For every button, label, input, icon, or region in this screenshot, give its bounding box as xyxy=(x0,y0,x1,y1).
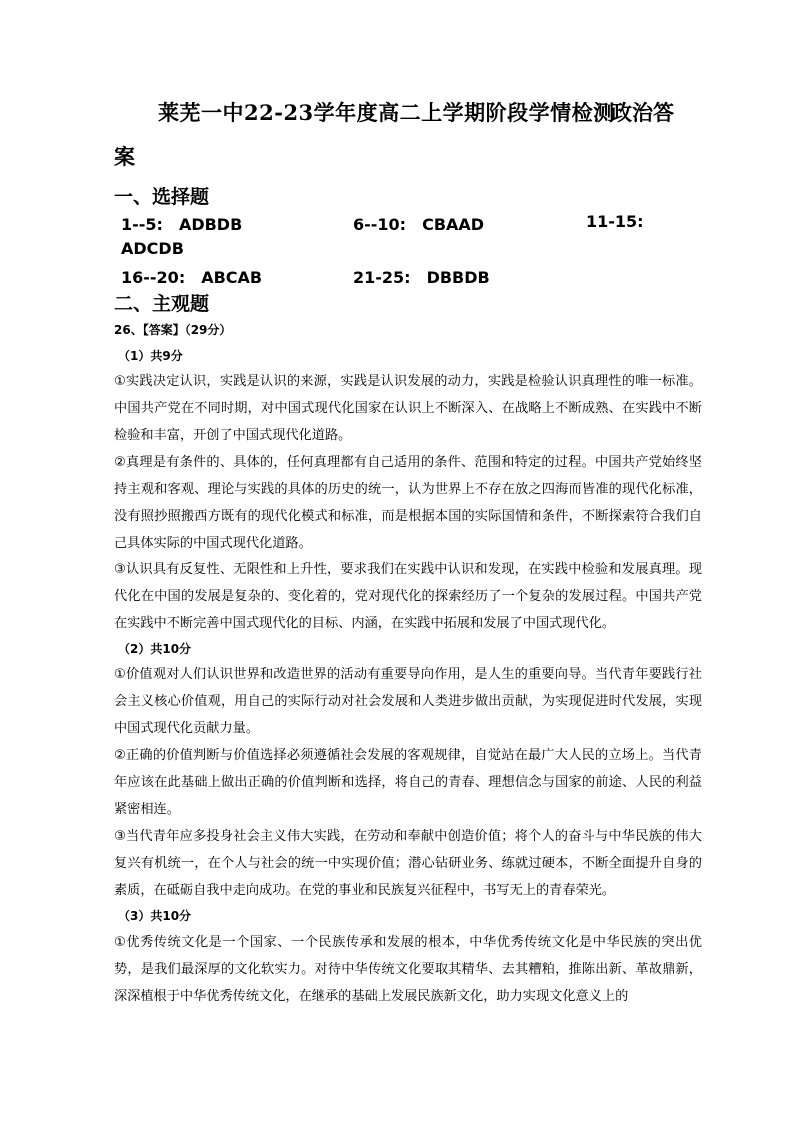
answers-16-20: 16--20: ABCAB xyxy=(121,268,263,287)
answers-1-5: 1--5: ADBDB xyxy=(121,215,243,234)
answers-6-10: 6--10: CBAAD xyxy=(353,215,485,234)
part-1-heading: （1）共9分 xyxy=(118,349,183,363)
part-1-point-2: ②真理是有条件的、具体的，任何真理都有自己适用的条件、范围和特定的过程。中国共产党始终坚持主观和客观、理论与实践的具体的历史的统一，认为世界上不存在放之四海而皆准的现代化标准，没有照抄照搬西方既有的现代化模式和标准，而是根据本国的实际国情和条件，不断探索符合我们自己具体实际的中国式现代化道路。 xyxy=(114,455,702,551)
document-title-continuation: 案 xyxy=(114,144,135,169)
document-title: 莱芜一中22-23学年度高二上学期阶段学情检测 xyxy=(158,100,615,125)
section-subjective-heading: 二、主观题 xyxy=(114,293,210,315)
part-2-point-3: ③当代青年应多投身社会主义伟大实践，在劳动和奉献中创造价值；将个人的奋斗与中华民族的伟大复兴有机统一，在个人与社会的统一中实现价值；潜心钻研业务、练就过硬本，不断全面提升自身的素质，在砥砺自我中走向成功。在党的事业和民族复兴征程中，书写无上的青春荣光。 xyxy=(114,829,702,898)
answers-21-25: 21-25: DBBDB xyxy=(353,268,490,287)
question-26-heading: 26、【答案】（29分） xyxy=(114,323,232,337)
part-1-point-1: ①实践决定认识，实践是认识的来源，实践是认识发展的动力，实践是检验认识真理性的唯一标准。中国共产党在不同时期，对中国式现代化国家在认识上不断深入、在战略上不断成熟、在实践中不断检验和丰富，开创了中国式现代化道路。 xyxy=(114,374,702,443)
part-3-heading: （3）共10分 xyxy=(118,909,192,923)
part-1-point-3: ③认识具有反复性、无限性和上升性，要求我们在实践中认识和发现，在实践中检验和发展真理。现代化在中国的发展是复杂的、变化着的，党对现代化的探索经历了一个复杂的发展过程。中国共产党在实践中不断完善中国式现代化的目标、内涵，在实践中拓展和发展了中国式现代化。 xyxy=(114,562,702,631)
document-title-subject: 政治答 xyxy=(611,100,674,125)
answers-11-15-value: ADCDB xyxy=(121,239,184,258)
part-2-point-2: ②正确的价值判断与价值选择必须遵循社会发展的客观规律，自觉站在最广大人民的立场上。当代青年应该在此基础上做出正确的价值判断和选择，将自己的青春、理想信念与国家的前途、人民的利益紧密相连。 xyxy=(114,748,702,817)
part-2-point-1: ①价值观对人们认识世界和改造世界的活动有重要导向作用，是人生的重要向导。当代青年要践行社会主义核心价值观，用自己的实际行动对社会发展和人类进步做出贡献，为实现促进时代发展，实现中国式现代化贡献力量。 xyxy=(114,667,702,736)
answers-11-15-label: 11-15: xyxy=(586,212,644,231)
section-choice-heading: 一、选择题 xyxy=(114,186,210,208)
part-2-heading: （2）共10分 xyxy=(118,642,192,656)
part-3-point-1: ①优秀传统文化是一个国家、一个民族传承和发展的根本，中华优秀传统文化是中华民族的突出优势，是我们最深厚的文化软实力。对待中华传统文化要取其精华、去其糟粕，推陈出新、革故鼎新，深深植根于中华优秀传统文化，在继承的基础上发展民族新文化，助力实现文化意义上的 xyxy=(114,935,702,1004)
